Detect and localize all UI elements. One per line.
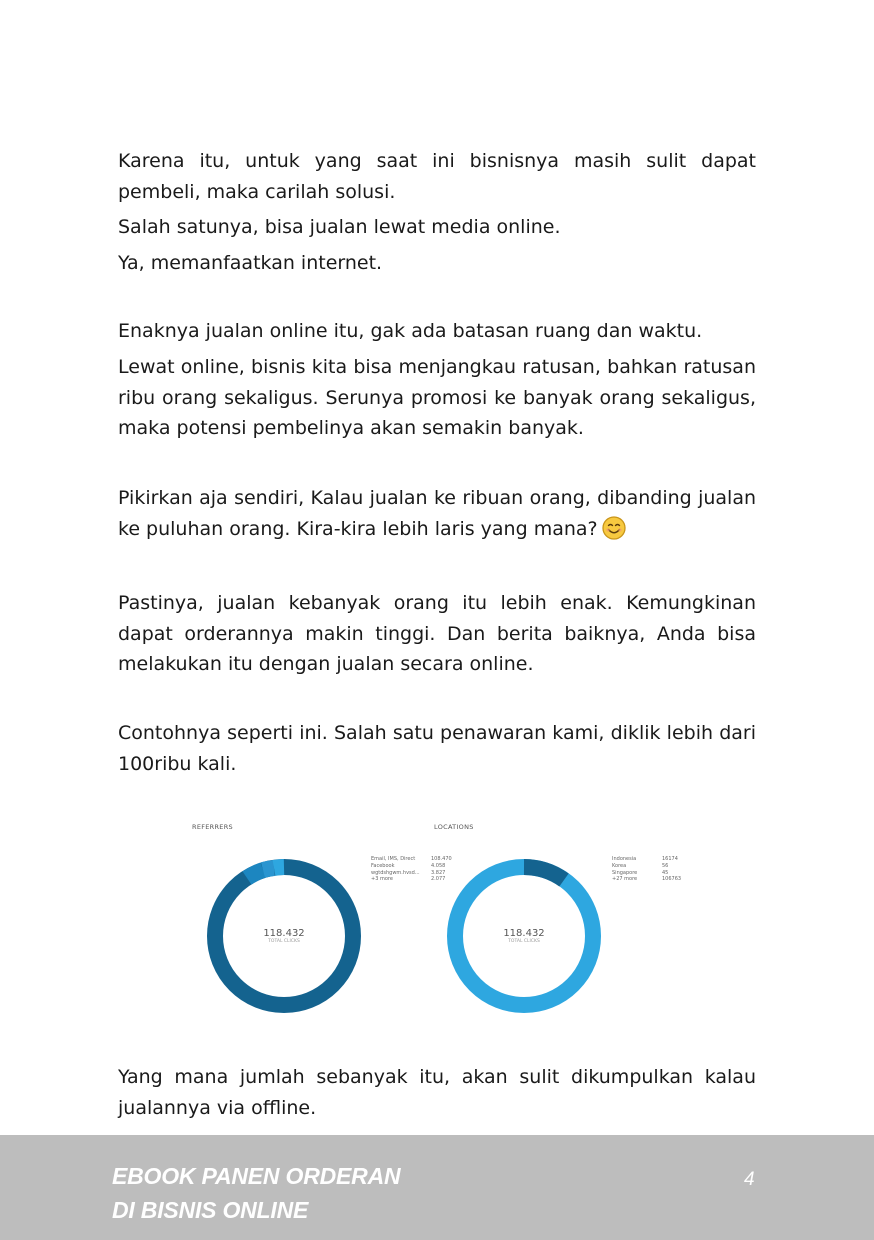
legend-name: Facebook (371, 862, 395, 869)
legend-name: Indonesia (612, 856, 637, 862)
locations-legend (612, 856, 692, 883)
referrers-sublabel: TOTAL CLICKS (268, 939, 300, 944)
legend-value: 106763 (662, 876, 682, 883)
page-number: 4 (744, 1169, 755, 1190)
legend-name: +27 more (612, 876, 638, 883)
footer-title (112, 1159, 400, 1227)
legend-name: +3 more (371, 876, 393, 883)
paragraph-2: Enaknya jualan online itu, gak ada batasan ruang dan waktu. (118, 320, 703, 342)
locations-sublabel: TOTAL CLICKS (508, 939, 540, 944)
legend-value: 2.077 (431, 876, 446, 883)
legend-row (612, 856, 692, 863)
legend-row (371, 870, 461, 877)
paragraph-3 (118, 483, 756, 544)
paragraph-4: Pastinya, jualan kebanyak orang itu lebih enak. Kemungkinan dapat orderannya makin tinggi. Dan berita baiknya, Anda bisa melakukan itu dengan jualan secara online. (118, 592, 756, 675)
legend-name: Email, IMS, Direct (371, 856, 416, 862)
legend-row (371, 876, 461, 883)
legend-name: wgtdshgwm.hvsd... (371, 869, 420, 876)
donut-charts (190, 818, 690, 1018)
legend-value: 56 (662, 862, 669, 869)
legend-name: Korea (612, 862, 627, 869)
paragraph-2b: Lewat online, bisnis kita bisa menjangkau ratusan, bahkan ratusan ribu orang sekaligus. Serunya promosi ke banyak orang sekaligus, maka potensi pembelinya akan semakin banyak. (118, 356, 756, 439)
paragraph-3-text: Pikirkan aja sendiri, Kalau jualan ke ribuan orang, dibanding jualan ke puluhan orang. Kira-kira lebih laris yang mana? (118, 487, 756, 540)
legend-value: 4.058 (431, 862, 446, 869)
paragraph-1: Karena itu, untuk yang saat ini bisnisnya masih sulit dapat pembeli, maka carilah solusi. (118, 150, 756, 203)
legend-value: 108.470 (431, 856, 452, 862)
paragraph-5: Contohnya seperti ini. Salah satu penawaran kami, diklik lebih dari 100ribu kali. (118, 722, 756, 775)
legend-row (371, 856, 461, 863)
locations-title: LOCATIONS (434, 823, 474, 831)
smiling-face-icon (602, 516, 626, 540)
page-footer (0, 1135, 874, 1240)
paragraph-1c: Ya, memanfaatkan internet. (118, 252, 383, 274)
legend-name: Singapore (612, 869, 638, 876)
referrers-center (234, 928, 334, 944)
locations-total: 118.432 (503, 928, 545, 939)
legend-row (612, 876, 692, 883)
paragraph-6: Yang mana jumlah sebanyak itu, akan sulit dikumpulkan kalau jualannya via offline. (118, 1066, 756, 1119)
locations-center (474, 928, 574, 944)
footer-title-line1: EBOOK PANEN ORDERAN (112, 1163, 401, 1189)
legend-row (371, 863, 461, 870)
legend-row (612, 863, 692, 870)
legend-value: 45 (662, 869, 669, 876)
footer-title-line2: DI BISNIS ONLINE (112, 1197, 309, 1223)
legend-row (612, 870, 692, 877)
paragraph-1b: Salah satunya, bisa jualan lewat media online. (118, 216, 561, 238)
referrers-title: REFERRERS (192, 823, 233, 831)
legend-value: 3.827 (431, 869, 446, 876)
analytics-figure (190, 818, 690, 1018)
legend-value: 16174 (662, 856, 678, 862)
referrers-total: 118.432 (263, 928, 305, 939)
referrers-legend (371, 856, 461, 883)
